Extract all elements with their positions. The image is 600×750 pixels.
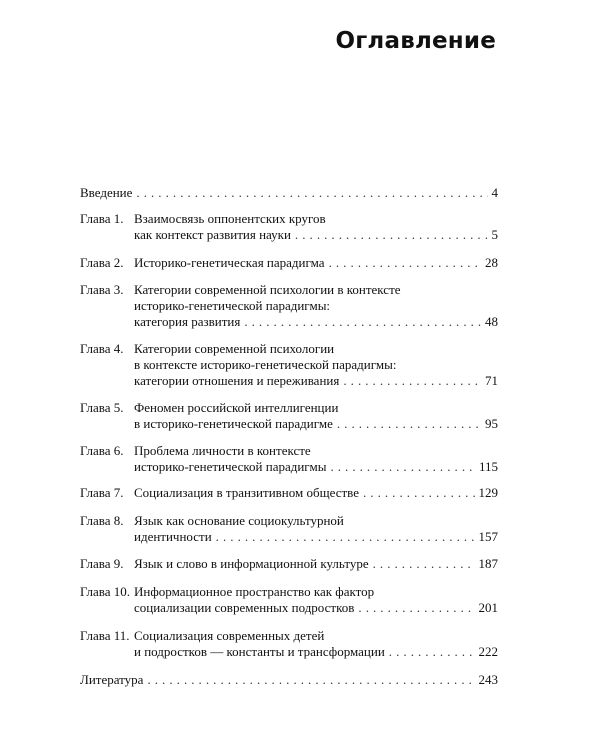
title-line: и подростков — константы и трансформации [134,644,385,659]
page-number: 95 [485,416,498,431]
page-number: 222 [478,644,498,659]
chapter-title [134,443,498,475]
chapter-label: Глава 3. [80,282,124,297]
dot-leader [147,672,474,688]
dot-leader [244,314,481,330]
page-number: 28 [485,255,498,270]
chapter-title [134,584,498,616]
dot-leader [358,600,474,616]
toc-entry[interactable] [80,443,498,475]
title-line: Введение [80,185,133,200]
page-number: 71 [485,373,498,388]
dot-leader [343,373,481,389]
title-line: Проблема личности в контексте [134,443,311,458]
dot-leader [363,485,475,501]
page-number: 157 [478,529,498,544]
chapter-title [134,282,498,330]
dot-leader [216,529,475,545]
page-number: 129 [478,485,498,500]
toc-entry[interactable] [80,341,498,389]
title-line: в контексте историко-генетической парадигмы: [134,357,397,372]
dot-leader [330,459,475,475]
chapter-label: Глава 6. [80,443,124,458]
title-line: Феномен российской интеллигенции [134,400,339,415]
page-number: 5 [491,227,498,242]
chapter-title [134,341,498,389]
toc-entry[interactable] [80,672,498,688]
chapter-title [134,400,498,432]
title-line: историко-генетической парадигмы: [134,298,331,313]
dot-leader [329,255,481,271]
table-of-contents [80,174,498,688]
toc-entry[interactable] [80,513,498,545]
chapter-title [134,513,498,545]
title-line: Язык как основание социокультурной [134,513,344,528]
chapter-title [134,628,498,660]
page-number: 115 [478,459,498,474]
dot-leader [373,556,475,572]
title-line: Литература [80,672,144,687]
title-line: Социализация современных детей [134,628,325,643]
title-line: Социализация в транзитивном обществе [134,485,359,500]
chapter-label: Глава 4. [80,341,124,356]
page-number: 4 [491,185,498,200]
title-line: Историко-генетическая парадигма [134,255,325,270]
title-line: категории отношения и переживания [134,373,340,388]
toc-entry[interactable] [80,628,498,660]
chapter-label: Глава 10. [80,584,131,599]
title-line: в историко-генетической парадигме [134,416,333,431]
title-line: социализации современных подростков [134,600,355,615]
chapter-title [134,211,498,243]
title-line: категория развития [134,314,241,329]
toc-entry[interactable] [80,211,498,243]
page-number: 187 [478,556,498,571]
chapter-title [134,255,498,271]
toc-entry[interactable] [80,584,498,616]
chapter-label: Глава 5. [80,400,124,415]
page-title: Оглавление [335,28,496,54]
chapter-label: Глава 9. [80,556,124,571]
toc-entry[interactable] [80,255,498,271]
dot-leader [136,185,487,201]
chapter-title [80,672,498,688]
chapter-label: Глава 1. [80,211,124,226]
chapter-title [80,185,498,201]
page-number: 48 [485,314,498,329]
toc-entry[interactable] [80,185,498,201]
title-line: Язык и слово в информационной культуре [134,556,369,571]
title-line: Взаимосвязь оппонентских кругов [134,211,326,226]
toc-entry[interactable] [80,485,498,501]
toc-entry[interactable] [80,400,498,432]
title-line: как контекст развития науки [134,227,291,242]
chapter-label: Глава 2. [80,255,124,270]
title-line: историко-генетической парадигмы [134,459,327,474]
dot-leader [295,227,488,243]
page-number: 201 [478,600,498,615]
title-line: идентичности [134,529,212,544]
chapter-title [134,556,498,572]
title-line: Информационное пространство как фактор [134,584,375,599]
chapter-title [134,485,498,501]
toc-entry[interactable] [80,282,498,330]
toc-entry[interactable] [80,556,498,572]
title-line: Категории современной психологии [134,341,335,356]
chapter-label: Глава 11. [80,628,130,643]
dot-leader [389,644,475,660]
dot-leader [337,416,481,432]
title-line: Категории современной психологии в контексте [134,282,401,297]
chapter-label: Глава 7. [80,485,124,500]
page-number: 243 [478,672,498,687]
chapter-label: Глава 8. [80,513,124,528]
